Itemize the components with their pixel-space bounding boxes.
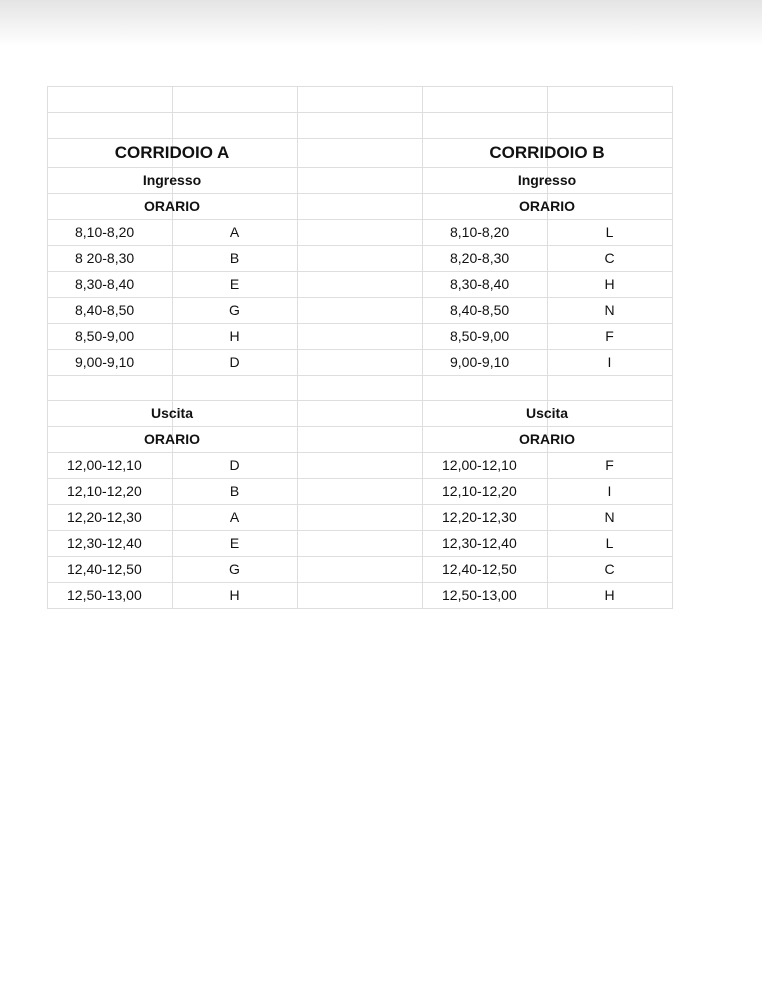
exit-group-cell: H: [604, 587, 615, 603]
entry-label: Ingresso: [517, 172, 577, 188]
exit-group-cell: G: [229, 561, 240, 577]
exit-time-header: ORARIO: [519, 431, 575, 447]
entry-time-cell: 9,00-9,10: [450, 354, 510, 370]
entry-label: Ingresso: [142, 172, 202, 188]
exit-time-cell: 12,30-12,40: [67, 535, 142, 551]
entry-group-cell: H: [604, 276, 615, 292]
entry-group-cell: F: [605, 328, 614, 344]
entry-time-cell: 8,50-9,00: [75, 328, 135, 344]
entry-time-cell: 8,20-8,30: [450, 250, 510, 266]
entry-time-cell: 8,30-8,40: [75, 276, 135, 292]
exit-time-cell: 12,40-12,50: [67, 561, 142, 577]
exit-group-cell: H: [229, 587, 240, 603]
exit-group-cell: L: [605, 535, 614, 551]
entry-time-header: ORARIO: [519, 198, 575, 214]
grid-line: [47, 86, 673, 87]
entry-group-cell: G: [229, 302, 240, 318]
exit-label: Uscita: [525, 405, 569, 421]
exit-label: Uscita: [150, 405, 194, 421]
exit-time-cell: 12,50-13,00: [67, 587, 142, 603]
entry-time-cell: 8,50-9,00: [450, 328, 510, 344]
exit-time-cell: 12,10-12,20: [442, 483, 517, 499]
exit-group-cell: A: [229, 509, 240, 525]
exit-group-cell: N: [604, 509, 615, 525]
entry-group-cell: B: [229, 250, 240, 266]
entry-time-header: ORARIO: [144, 198, 200, 214]
exit-group-cell: B: [229, 483, 240, 499]
grid-line: [47, 112, 673, 113]
grid-line: [47, 375, 673, 376]
exit-time-cell: 12,30-12,40: [442, 535, 517, 551]
exit-time-cell: 12,20-12,30: [442, 509, 517, 525]
exit-group-cell: I: [607, 483, 612, 499]
corridor-title: CORRIDOIO A: [114, 143, 230, 162]
exit-time-cell: 12,00-12,10: [67, 457, 142, 473]
entry-group-cell: C: [604, 250, 615, 266]
grid-line: [672, 86, 673, 608]
exit-time-cell: 12,40-12,50: [442, 561, 517, 577]
entry-group-cell: L: [605, 224, 614, 240]
entry-time-cell: 8,40-8,50: [450, 302, 510, 318]
grid-line: [297, 86, 298, 608]
exit-group-cell: C: [604, 561, 615, 577]
exit-time-cell: 12,20-12,30: [67, 509, 142, 525]
entry-time-cell: 8,40-8,50: [75, 302, 135, 318]
exit-group-cell: F: [605, 457, 614, 473]
exit-time-header: ORARIO: [144, 431, 200, 447]
exit-group-cell: E: [229, 535, 240, 551]
entry-time-cell: 8,10-8,20: [75, 224, 135, 240]
entry-group-cell: H: [229, 328, 240, 344]
entry-time-cell: 9,00-9,10: [75, 354, 135, 370]
exit-time-cell: 12,10-12,20: [67, 483, 142, 499]
entry-group-cell: E: [229, 276, 240, 292]
entry-time-cell: 8,30-8,40: [450, 276, 510, 292]
entry-group-cell: N: [604, 302, 615, 318]
entry-time-cell: 8,10-8,20: [450, 224, 510, 240]
exit-group-cell: D: [229, 457, 240, 473]
entry-time-cell: 8 20-8,30: [75, 250, 135, 266]
entry-group-cell: A: [229, 224, 240, 240]
entry-group-cell: D: [229, 354, 240, 370]
exit-time-cell: 12,50-13,00: [442, 587, 517, 603]
grid-line: [47, 608, 673, 609]
entry-group-cell: I: [607, 354, 612, 370]
exit-time-cell: 12,00-12,10: [442, 457, 517, 473]
corridor-title: CORRIDOIO B: [489, 143, 605, 162]
